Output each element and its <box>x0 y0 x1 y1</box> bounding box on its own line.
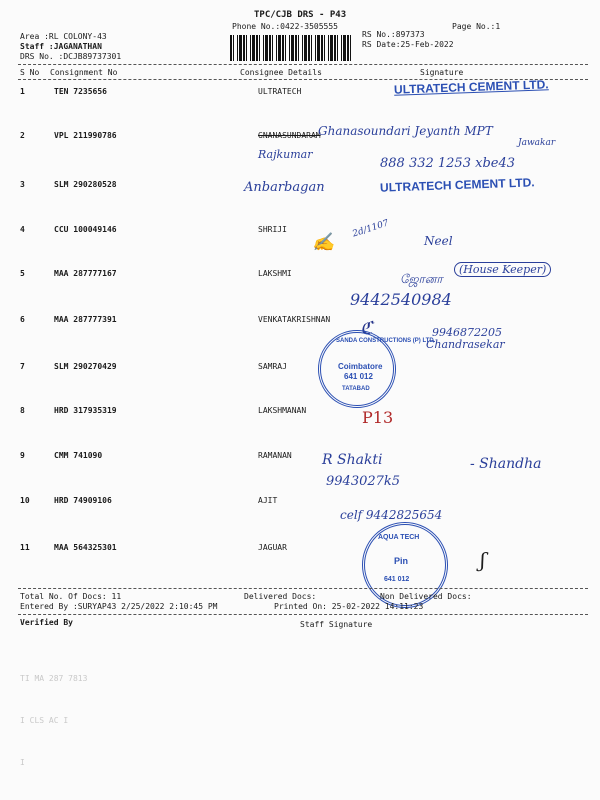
row-10-consignee: AJIT <box>258 496 278 505</box>
signature-row-2-b: Jawakar <box>518 138 556 148</box>
row-7-consignment: SLM 290270429 <box>54 362 117 371</box>
seal-2-mid: Pin <box>394 556 409 566</box>
row-9-consignment: CMM 741090 <box>54 451 103 460</box>
signature-row-4-b: Neel <box>424 234 453 248</box>
bleed-through-text-2: I CLS AC I <box>20 716 69 725</box>
row-2-sno: 2 <box>20 131 25 140</box>
row-2-consignee: GNANASUNDARAM <box>258 131 321 140</box>
col-sno: S No <box>20 68 40 77</box>
signature-row-11-scribble: ʃ <box>480 548 486 572</box>
row-9-sno: 9 <box>20 451 25 460</box>
footer-rule <box>18 588 588 589</box>
signature-row-9-a: R Shakti <box>322 452 383 468</box>
row-3-consignment: SLM 290280528 <box>54 180 117 189</box>
staff-signature: Staff Signature <box>300 620 373 629</box>
bleed-through-text-1: TI MA 287 7813 <box>20 674 88 683</box>
signature-row-5-b: ஜோனா <box>400 272 443 286</box>
signature-row-4-a: 2d/1107 <box>351 218 391 240</box>
col-consignee: Consignee Details <box>240 68 322 77</box>
signature-row-8: P13 <box>362 408 394 427</box>
entered-by: Entered By :SURYAP43 2/25/2022 2:10:45 PM <box>20 602 218 611</box>
row-5-consignee: LAKSHMI <box>258 269 292 278</box>
signature-row-9-b: - Shandha <box>470 456 542 472</box>
row-10-sno: 10 <box>20 496 30 505</box>
signature-row-6-b: Chandrasekar <box>426 338 505 351</box>
row-8-consignment: HRD 317935319 <box>54 406 117 415</box>
seal-2-bottom: 641 012 <box>384 576 410 583</box>
signature-row-10: celf 9442825654 <box>340 508 443 522</box>
row-2-consignment: VPL 211990786 <box>54 131 117 140</box>
rs-date: RS Date:25-Feb-2022 <box>362 40 454 49</box>
phone-number: Phone No.:0422-3505555 <box>232 22 338 31</box>
rs-number: RS No.:897373 <box>362 30 425 39</box>
area-field: Area :RL COLONY-43 <box>20 32 107 41</box>
seal-1-top: SANDA CONSTRUCTIONS (P) LTD. <box>336 338 436 344</box>
row-11-consignment: MAA 564325301 <box>54 543 117 552</box>
col-consignment: Consignment No <box>50 68 118 77</box>
row-9-consignee: RAMANAN <box>258 451 292 460</box>
drs-number: DRS No. :DCJB89737301 <box>20 52 122 61</box>
row-1-sno: 1 <box>20 87 25 96</box>
bleed-through-text-3: I <box>20 758 25 767</box>
signature-row-9-c: 9943027k5 <box>326 474 401 489</box>
row-8-consignee: LAKSHMANAN <box>258 406 307 415</box>
footer-rule-2 <box>18 614 588 615</box>
ultratech-stamp-2: ULTRATECH CEMENT LTD. <box>379 175 535 195</box>
signature-row-2-a: Ghanasoundari Jeyanth MPT <box>318 124 493 138</box>
row-5-sno: 5 <box>20 269 25 278</box>
row-11-consignee: JAGUAR <box>258 543 287 552</box>
row-4-consignment: CCU 100049146 <box>54 225 117 234</box>
staff-field: Staff :JAGANATHAN <box>20 42 102 51</box>
signature-row-4-scribble: ✍ <box>312 232 335 253</box>
non-delivered-docs: Non Delivered Docs: <box>380 592 472 601</box>
seal-1-bottom: TATABAD <box>342 386 370 392</box>
signature-row-2-d: 888 332 1253 xbe43 <box>380 156 515 171</box>
row-8-sno: 8 <box>20 406 25 415</box>
header-rule <box>18 64 588 65</box>
row-4-consignee: SHRIJI <box>258 225 287 234</box>
row-6-sno: 6 <box>20 315 25 324</box>
signature-row-5-a: (House Keeper) <box>454 262 551 277</box>
delivered-docs: Delivered Docs: <box>244 592 317 601</box>
row-1-consignee: ULTRATECH <box>258 87 302 96</box>
signature-row-3: Anbarbagan <box>244 180 325 195</box>
verified-by: Verified By <box>20 618 73 627</box>
signature-row-6-scribble: ℭ <box>360 318 373 339</box>
row-3-sno: 3 <box>20 180 25 189</box>
seal-2-top: AQUA TECH <box>378 534 420 541</box>
row-1-consignment: TEN 7235656 <box>54 87 107 96</box>
row-4-sno: 4 <box>20 225 25 234</box>
signature-row-6-a: 9946872205 <box>432 326 502 339</box>
row-7-sno: 7 <box>20 362 25 371</box>
row-7-consignee: SAMRAJ <box>258 362 287 371</box>
printed-on: Printed On: 25-02-2022 14:11:23 <box>274 602 424 611</box>
row-6-consignee: VENKATAKRISHNAN <box>258 315 331 324</box>
col-signature: Signature <box>420 68 464 77</box>
seal-1-mid: Coimbatore <box>338 362 383 371</box>
row-5-consignment: MAA 287777167 <box>54 269 117 278</box>
seal-1-code: 641 012 <box>344 372 373 381</box>
signature-row-5-c: 9442540984 <box>350 290 452 309</box>
barcode <box>230 35 354 61</box>
signature-row-2-c: Rajkumar <box>258 148 313 161</box>
row-11-sno: 11 <box>20 543 30 552</box>
row-6-consignment: MAA 287777391 <box>54 315 117 324</box>
ultratech-stamp-1: ULTRATECH CEMENT LTD. <box>393 77 549 97</box>
document-title: TPC/CJB DRS - P43 <box>254 10 347 20</box>
page-number: Page No.:1 <box>452 22 501 31</box>
total-docs: Total No. Of Docs: 11 <box>20 592 122 601</box>
row-10-consignment: HRD 74909106 <box>54 496 112 505</box>
